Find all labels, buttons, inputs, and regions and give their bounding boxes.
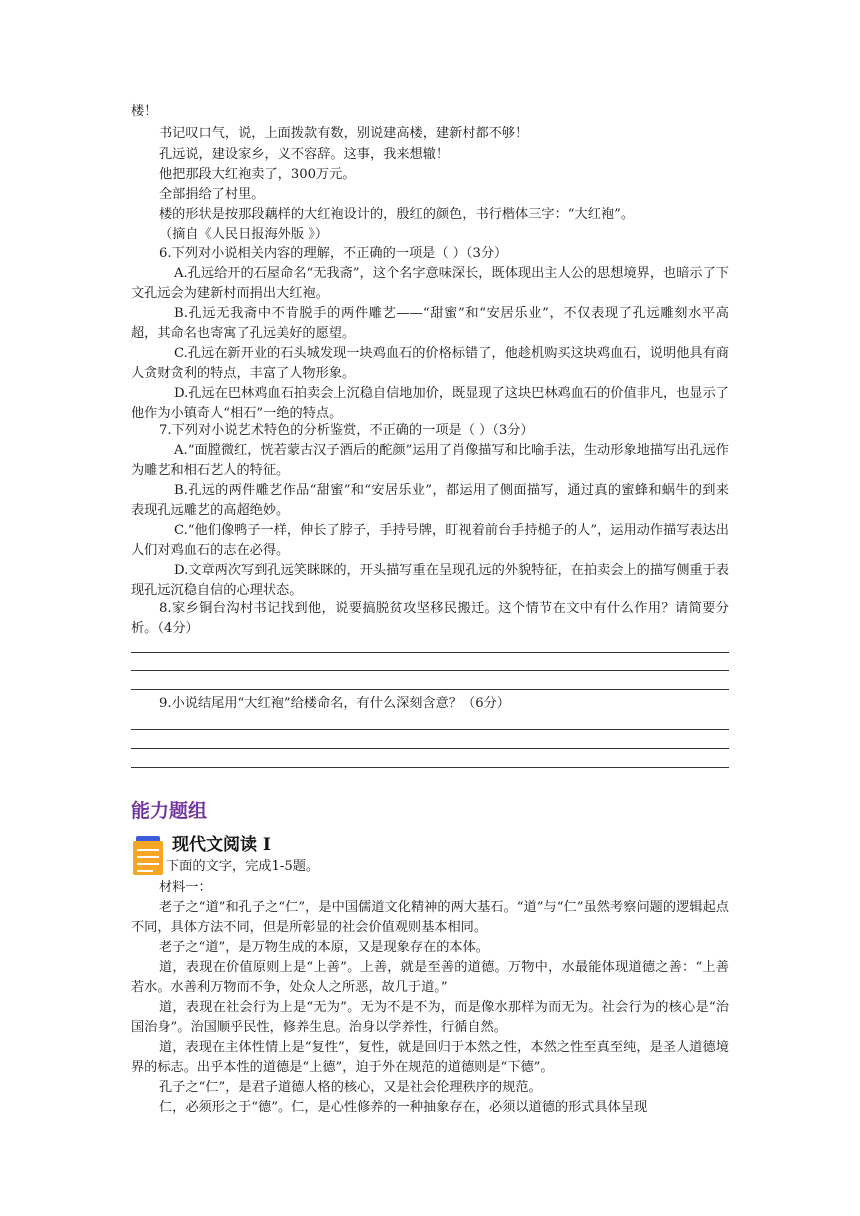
answer-line-q8-3 <box>131 689 729 690</box>
story-line-6: 楼的形状是按那段藕样的大红袍设计的，殷红的颜色，书行楷体三字：“大红袍”。 <box>159 207 635 222</box>
reading-para-2: 老子之“道”，是万物生成的本原，又是现象存在的本体。 <box>159 940 489 955</box>
q7-option-b: B.孔远的两件雕艺作品“甜蜜”和“安居乐业”，都运用了侧面描写，通过真的蜜蜂和蜗牛的到来表现孔远雕艺的高超绝妙。 <box>131 483 729 519</box>
section-title: 能力题组 <box>131 800 208 822</box>
reading-para-3: 道，表现在价值原则上是“上善”。上善，就是至善的道德。万物中，水最能体现道德之善：“上善若水。水善利万物而不争，处众人之所恶，故几于道。” <box>131 960 729 996</box>
q8-question: 8.家乡铜台沟村书记找到他，说要搞脱贫攻坚移民搬迁。这个情节在文中有什么作用？请简要分析。（4分） <box>131 601 729 637</box>
story-line-4: 他把那段大红袍卖了，300万元。 <box>159 167 356 182</box>
q7-option-d: D.文章两次写到孔远笑眯眯的，开头描写重在呈现孔远的外貌特征，在拍卖会上的描写侧重于表现孔远沉稳自信的心理状态。 <box>131 563 729 599</box>
story-line-1: 楼！ <box>131 104 158 119</box>
answer-line-q9-3 <box>131 767 729 768</box>
q6-option-d: D.孔远在巴林鸡血石拍卖会上沉稳自信地加价，既显现了这块巴林鸡血石的价值非凡，也显示了他作为小镇奇人“相石”一绝的特点。 <box>131 386 729 422</box>
answer-line-q8-2 <box>131 670 729 671</box>
reading-subtitle: 现代文阅读 I <box>172 835 271 855</box>
story-line-5: 全部捐给了村里。 <box>159 187 265 202</box>
material-label: 材料一： <box>159 880 212 895</box>
reading-para-6: 孔子之“仁”，是君子道德人格的核心，又是社会伦理秩序的规范。 <box>159 1080 542 1095</box>
q6-stem: 6.下列对小说相关内容的理解，不正确的一项是（ ）（3分） <box>159 246 508 261</box>
reading-para-7: 仁，必须形之于“德”。仁，是心性修养的一种抽象存在，必须以道德的形式具体呈现 <box>159 1100 648 1115</box>
story-line-2: 书记叹口气，说，上面拨款有数，别说建高楼，建新村都不够！ <box>159 126 529 141</box>
reading-para-1: 老子之“道”和孔子之“仁”，是中国儒道文化精神的两大基石。“道”与“仁”虽然考察问题的逻辑起点不同，具体方法不同，但是所彰显的社会价值观则基本相同。 <box>131 900 729 936</box>
q7-option-a: A.“面膛微红，恍若蒙古汉子酒后的酡颜”运用了肖像描写和比喻手法，生动形象地描写出孔远作为雕艺和相石艺人的特征。 <box>131 443 729 479</box>
q7-option-c: C.“他们像鸭子一样，伸长了脖子，手持号牌，盯视着前台手持槌子的人”，运用动作描写表达出人们对鸡血石的志在必得。 <box>131 523 729 559</box>
q6-option-a: A.孔远给开的石屋命名“无我斋”，这个名字意味深长，既体现出主人公的思想境界，也暗示了下文孔远会为建新村而捐出大红袍。 <box>131 266 729 302</box>
reading-para-5: 道，表现在主体性情上是“复性”，复性，就是回归于本然之性，本然之性至真至纯，是圣人道德境界的标志。出乎本性的道德是“上德”，迫于外在规范的道德则是“下德”。 <box>131 1040 729 1076</box>
q7-stem: 7.下列对小说艺术特色的分析鉴赏，不正确的一项是（ ）（3分） <box>159 423 534 438</box>
answer-line-q9-2 <box>131 748 729 749</box>
answer-line-q8-1 <box>131 652 729 653</box>
source-citation: （摘自《人民日报海外版 》） <box>159 227 329 242</box>
q6-option-c: C.孔远在新开业的石头城发现一块鸡血石的价格标错了，他趁机购买这块鸡血石，说明他具有商人贪财贪利的特点，丰富了人物形象。 <box>131 346 729 382</box>
q9-question: 9.小说结尾用“大红袍”给楼命名，有什么深刻含意？（6分） <box>159 696 510 711</box>
reading-para-4: 道，表现在社会行为上是“无为”。无为不是不为，而是像水那样为而无为。社会行为的核心是“治国治身”。治国顺乎民性，修养生息。治身以学养性，行循自然。 <box>131 1000 729 1036</box>
notebook-icon <box>131 836 165 876</box>
reading-instruction: 下面的文字，完成1-5题。 <box>166 859 320 874</box>
q6-option-b: B.孔远无我斋中不肯脱手的两件雕艺——“甜蜜”和“安居乐业”，不仅表现了孔远雕刻水平高超，其命名也寄寓了孔远美好的愿望。 <box>131 306 729 342</box>
answer-line-q9-1 <box>131 729 729 730</box>
story-line-3: 孔远说，建设家乡，义不容辞。这事，我来想辙！ <box>159 147 450 162</box>
